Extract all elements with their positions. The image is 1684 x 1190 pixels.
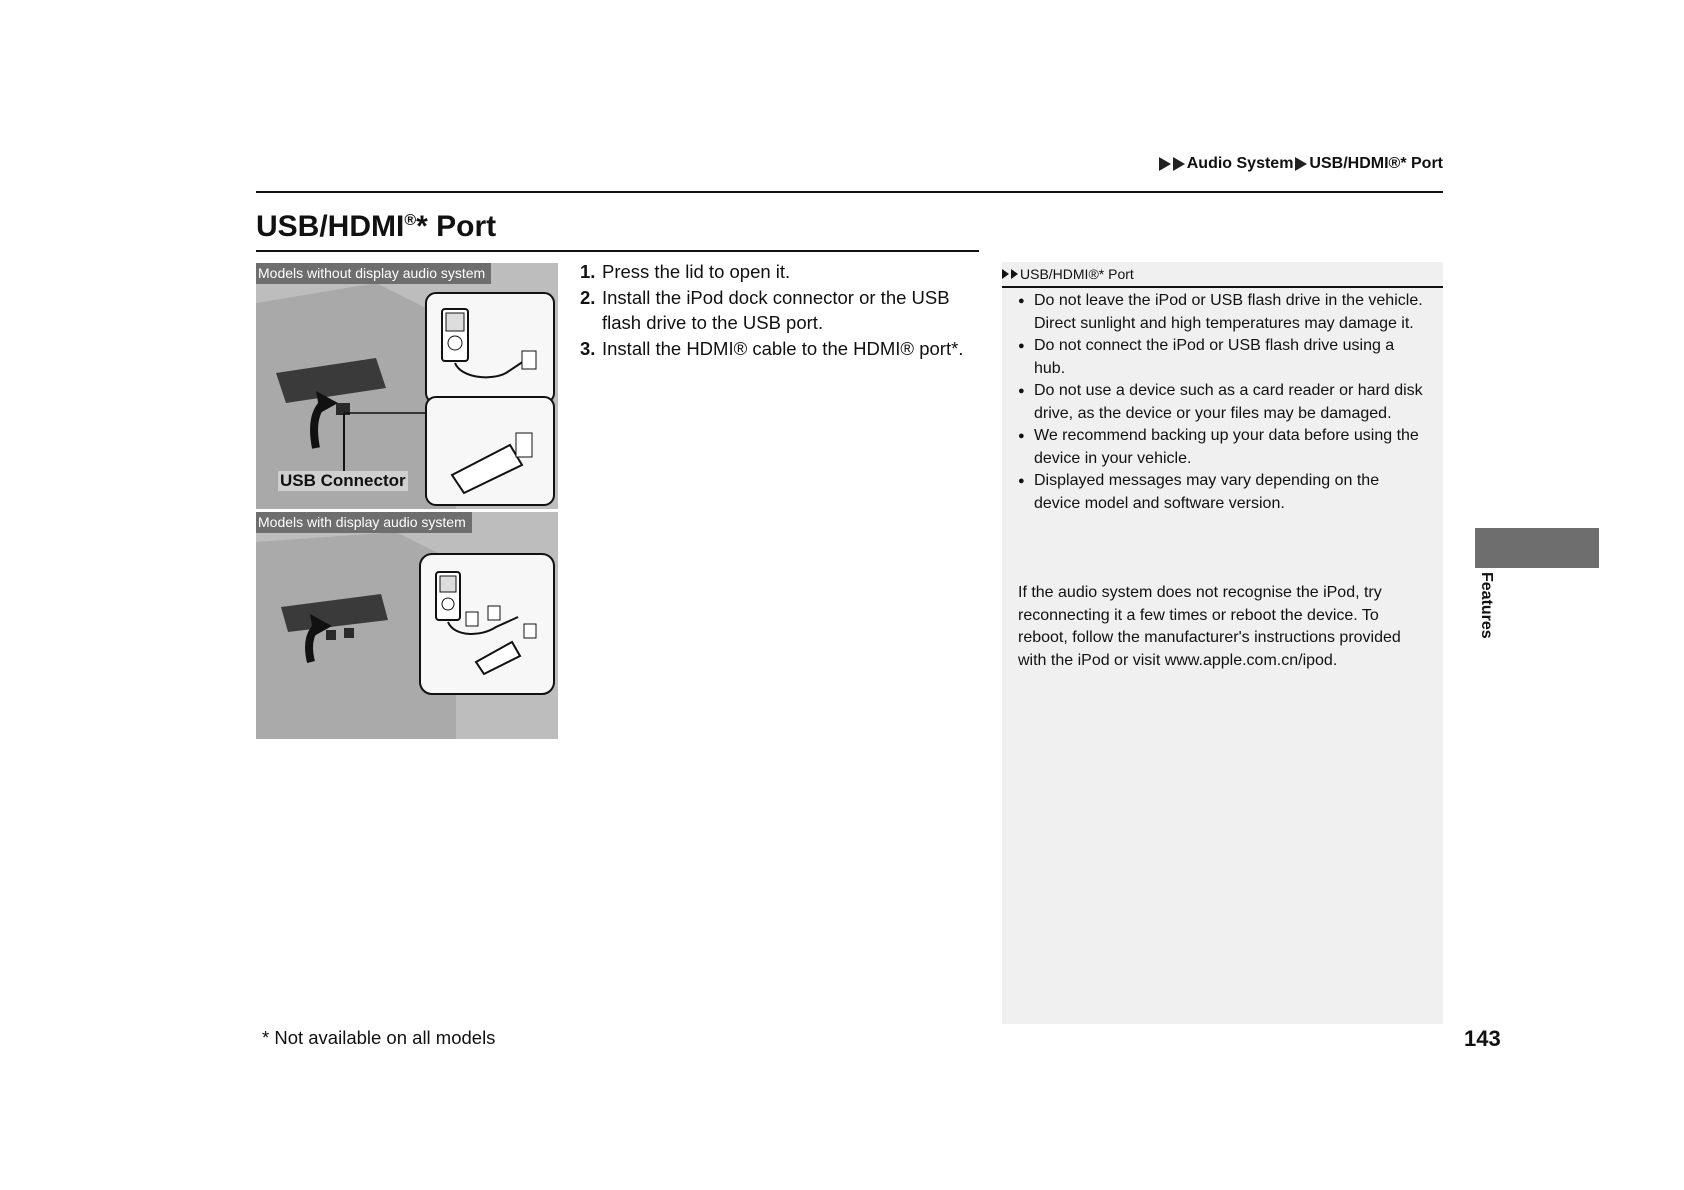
note-bullet: ● We recommend backing up your data before using the device in your vehicle.: [1018, 425, 1428, 470]
notes-sidebar: [1002, 262, 1443, 1024]
figure-without-display-audio: [256, 263, 558, 509]
notes-heading-text: USB/HDMI®* Port: [1020, 266, 1134, 282]
title-rule: [256, 250, 979, 252]
breadcrumb: [1159, 155, 1443, 173]
step-text: Install the iPod dock connector or the USB flash drive to the USB port.: [602, 287, 950, 333]
breadcrumb-item-usb-hdmi-port[interactable]: USB/HDMI®* Port: [1309, 155, 1443, 172]
note-bullet: ● Do not use a device such as a card reader or hard disk drive, as the device or your files may be damaged.: [1018, 380, 1428, 425]
notes-bullet-list: [1018, 290, 1428, 515]
figure-with-display-audio: [256, 512, 558, 739]
footnote: * Not available on all models: [262, 1027, 496, 1048]
step-number: 3.: [580, 338, 596, 359]
breadcrumb-arrow-icon: [1295, 157, 1307, 171]
breadcrumb-arrow-icon: [1173, 157, 1185, 171]
step-text: Press the lid to open it.: [602, 261, 791, 282]
page-title-main: USB/HDMI: [256, 210, 405, 243]
note-arrow-icon: [1011, 269, 1018, 279]
breadcrumb-arrow-icon: [1159, 157, 1171, 171]
step-item: [580, 285, 980, 335]
section-tab-marker: [1475, 528, 1599, 568]
notes-paragraph: If the audio system does not recognise the iPod, try reconnecting it a few times or reboot the device. To reboot, follow the manufacturer's instructions provided with the iPod or visit www.apple.com.cn/ipod.: [1018, 584, 1401, 669]
note-bullet: ● Do not leave the iPod or USB flash drive in the vehicle. Direct sunlight and high temperatures may damage it.: [1018, 290, 1428, 335]
step-item: [580, 336, 980, 361]
step-number: 2.: [580, 287, 596, 308]
page-number: 143: [1464, 1026, 1501, 1051]
step-text: Install the HDMI® cable to the HDMI® port*.: [602, 338, 964, 359]
notes-heading: [1002, 262, 1443, 288]
section-tab-label[interactable]: Features: [1478, 572, 1495, 639]
figure-caption: Models with display audio system: [256, 512, 472, 533]
note-bullet: ● Do not connect the iPod or USB flash drive using a hub.: [1018, 335, 1428, 380]
usb-connector-label: USB Connector: [280, 471, 406, 490]
note-bullet: ● Displayed messages may vary depending on the device model and software version.: [1018, 470, 1428, 515]
breadcrumb-item-audio-system[interactable]: Audio System: [1186, 155, 1294, 172]
note-arrow-icon: [1002, 269, 1009, 279]
instruction-steps: [580, 259, 980, 362]
page-title-suffix: * Port: [416, 210, 497, 243]
step-item: [580, 259, 980, 284]
step-number: 1.: [580, 261, 596, 282]
header-rule: [256, 191, 1443, 193]
page-title-registered-mark: ®: [404, 212, 417, 229]
figure-caption: Models without display audio system: [256, 263, 491, 284]
hdmi-console-illustration: [256, 512, 558, 739]
page-title: [256, 210, 496, 244]
